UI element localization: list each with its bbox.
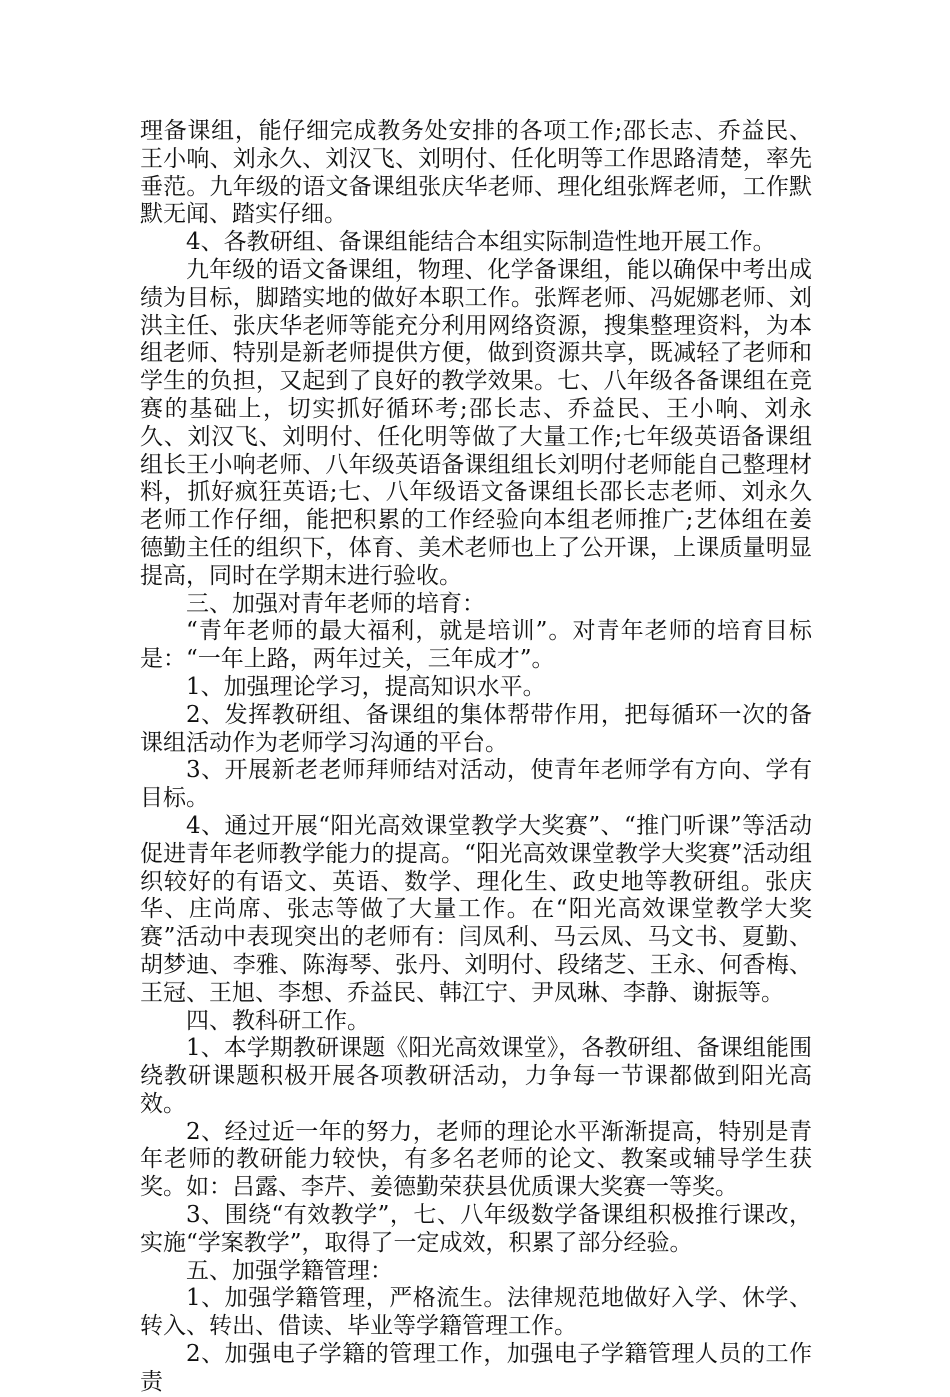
paragraph-3: 九年级的语文备课组，物理、化学备课组，能以确保中考出成绩为目标，脚踏实地的做好本职工作。张辉老师、冯妮娜老师、刘洪主任、张庆华老师等能充分利用网络资源，搜集整理资料，为本组老师、特别是新老师提供方便，做到资源共享，既减轻了老师和学生的负担，又起到了良好的教学效果。七、八年级各备课组在竞赛的基础上，切实抓好循环考;邵长志、乔益民、王小响、刘永久、刘汉飞、刘明付、任化明等做了大量工作;七年级英语备课组组长王小响老师、八年级英语备课组组长刘明付老师能自己整理材料，抓好疯狂英语;七、八年级语文备课组长邵长志老师、刘永久老师工作仔细，能把积累的工作经验向本组老师推广;艺体组在姜德勤主任的组织下，体育、美术老师也上了公开课，上课质量明显提高，同时在学期末进行验收。	[140, 256, 812, 589]
paragraph-2: 4、各教研组、备课组能结合本组实际制造性地开展工作。	[186, 229, 776, 256]
paragraph-9: 4、通过开展“阳光高效课堂教学大奖赛”、“推门听课”等活动促进青年老师教学能力的提高。“阳光高效课堂教学大奖赛”活动组织较好的有语文、英语、数学、理化生、政史地等教研组。张庆华、庄尚席、张志等做了大量工作。在“阳光高效课堂教学大奖赛”活动中表现突出的老师有：闫凤利、马云凤、马文书、夏勤、胡梦迪、李雅、陈海琴、张丹、刘明付、段绪芝、王永、何香梅、王冠、王旭、李想、乔益民、韩江宁、尹凤琳、李静、谢振等。	[140, 812, 812, 1006]
section-heading-3: 三、加强对青年老师的培育：	[186, 590, 485, 617]
paragraph-5: “青年老师的最大福利，就是培训”。对青年老师的培育目标是：“一年上路，两年过关，三年成才”。	[140, 618, 812, 673]
paragraph-8: 3、开展新老老师拜师结对活动，使青年老师学有方向、学有目标。	[140, 757, 812, 812]
paragraph-7: 2、发挥教研组、备课组的集体帮带作用，把每循环一次的备课组活动作为老师学习沟通的平台。	[140, 701, 812, 756]
paragraph-15: 1、加强学籍管理，严格流生。法律规范地做好入学、休学、转入、转出、借读、毕业等学籍管理工作。	[140, 1285, 812, 1340]
section-heading-4: 四、教科研工作。	[186, 1007, 370, 1034]
paragraph-6: 1、加强理论学习，提高知识水平。	[186, 673, 546, 700]
paragraph-12: 2、经过近一年的努力，老师的理论水平渐渐提高，特别是青年老师的教研能力较快，有多名老师的论文、教案或辅导学生获奖。如：吕露、李芹、姜德勤荣获县优质课大奖赛一等奖。	[140, 1118, 812, 1201]
paragraph-11: 1、本学期教研课题《阳光高效课堂》，各教研组、备课组能围绕教研课题积极开展各项教研活动，力争每一节课都做到阳光高效。	[140, 1035, 812, 1117]
paragraph-13: 3、围绕“有效教学”，七、八年级数学备课组积极推行课改，实施“学案教学”，取得了一定成效，积累了部分经验。	[140, 1202, 812, 1256]
paragraph-16: 2、加强电子学籍的管理工作，加强电子学籍管理人员的工作责	[140, 1341, 812, 1395]
paragraph-1: 理备课组，能仔细完成教务处安排的各项工作;邵长志、乔益民、王小响、刘永久、刘汉飞、刘明付、任化明等工作思路清楚，率先垂范。九年级的语文备课组张庆华老师、理化组张辉老师，工作默默无闻、踏实仔细。	[140, 118, 812, 228]
section-heading-5: 五、加强学籍管理：	[186, 1257, 393, 1284]
document-page	[140, 118, 812, 1397]
